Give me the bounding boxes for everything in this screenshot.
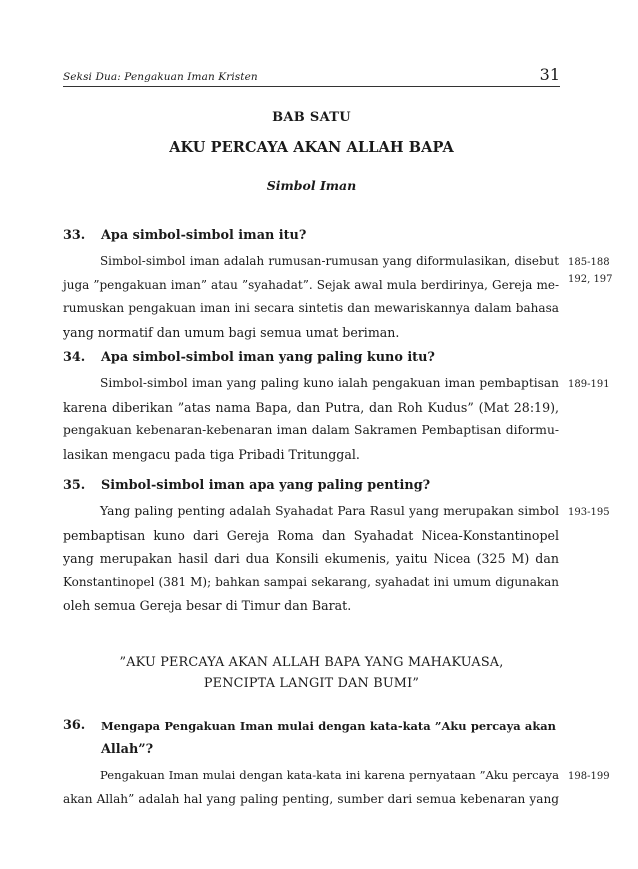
page-number: 31 bbox=[539, 65, 560, 84]
answer-line: rumuskan pengakuan iman ini secara sintetis dan mewariskannya dalam bahasa bbox=[63, 301, 559, 316]
running-header bbox=[63, 64, 560, 87]
creed-line-1: ”AKU PERCAYA AKAN ALLAH BAPA YANG MAHAKUASA, bbox=[119, 655, 504, 670]
answer-line: Simbol-simbol iman yang paling kuno ialah pengakuan iman pembaptisan bbox=[100, 376, 559, 390]
question-number: 33. bbox=[63, 228, 86, 243]
answer-line: oleh semua Gereja besar di Timur dan Barat. bbox=[63, 598, 352, 614]
answer-line: Konstantinopel (381 M); bahkan sampai sekarang, syahadat ini umum digunakan bbox=[63, 574, 559, 589]
question-33 bbox=[63, 224, 563, 248]
question-36 bbox=[63, 714, 563, 762]
answer-line: yang merupakan hasil dari dua Konsili ekumenis, yaitu Nicea (325 M) dan bbox=[63, 551, 559, 567]
answer-line: juga ”pengakuan iman” atau ”syahadat”. Sejak awal mula berdirinya, Gereja me- bbox=[63, 277, 559, 292]
answer-34 bbox=[63, 372, 559, 466]
margin-ref: 193-195 bbox=[568, 507, 610, 518]
creed-heading bbox=[63, 652, 560, 694]
answer-line: akan Allah” adalah hal yang paling penting, sumber dari semua kebenaran yang bbox=[63, 791, 559, 806]
answer-35 bbox=[63, 500, 559, 618]
question-line: Allah”? bbox=[101, 742, 154, 757]
question-text: Simbol-simbol iman apa yang paling penting? bbox=[101, 478, 431, 493]
chapter-subtitle: Simbol Iman bbox=[266, 178, 357, 193]
margin-ref: 185-188 bbox=[568, 257, 610, 268]
answer-line: Simbol-simbol iman adalah rumusan-rumusan yang diformulasikan, disebut bbox=[100, 254, 559, 268]
margin-ref: 189-191 bbox=[568, 379, 610, 390]
question-35 bbox=[63, 474, 563, 498]
answer-36 bbox=[63, 764, 559, 811]
question-line: Mengapa Pengakuan Iman mulai dengan kata-kata ”Aku percaya akan bbox=[101, 719, 556, 733]
margin-ref: 198-199 bbox=[568, 771, 610, 782]
question-number: 36. bbox=[63, 718, 86, 733]
margin-ref: 192, 197 bbox=[568, 274, 613, 285]
question-number: 34. bbox=[63, 350, 86, 365]
chapter-title: AKU PERCAYA AKAN ALLAH BAPA bbox=[169, 139, 454, 156]
question-34 bbox=[63, 346, 563, 370]
answer-line: pembaptisan kuno dari Gereja Roma dan Syahadat Nicea-Konstantinopel bbox=[63, 527, 559, 543]
answer-line: lasikan mengacu pada tiga Pribadi Tritunggal. bbox=[63, 446, 360, 462]
answer-33 bbox=[63, 250, 559, 344]
question-text: Apa simbol-simbol iman yang paling kuno itu? bbox=[101, 350, 435, 365]
question-text bbox=[101, 714, 556, 762]
question-text: Apa simbol-simbol iman itu? bbox=[101, 228, 307, 243]
answer-line: Pengakuan Iman mulai dengan kata-kata ini karena pernyataan ”Aku percaya bbox=[100, 768, 559, 782]
creed-line-2: PENCIPTA LANGIT DAN BUMI” bbox=[203, 676, 420, 691]
question-number: 35. bbox=[63, 478, 86, 493]
running-title: Seksi Dua: Pengakuan Iman Kristen bbox=[63, 71, 258, 83]
answer-line: Yang paling penting adalah Syahadat Para Rasul yang merupakan simbol bbox=[100, 504, 559, 518]
answer-line: yang normatif dan umum bagi semua umat beriman. bbox=[63, 324, 400, 340]
chapter-label: BAB SATU bbox=[272, 110, 351, 125]
answer-line: pengakuan kebenaran-kebenaran iman dalam Sakramen Pembaptisan diformu- bbox=[63, 423, 559, 438]
answer-line: karena diberikan ”atas nama Bapa, dan Putra, dan Roh Kudus” (Mat 28:19), bbox=[63, 399, 559, 415]
